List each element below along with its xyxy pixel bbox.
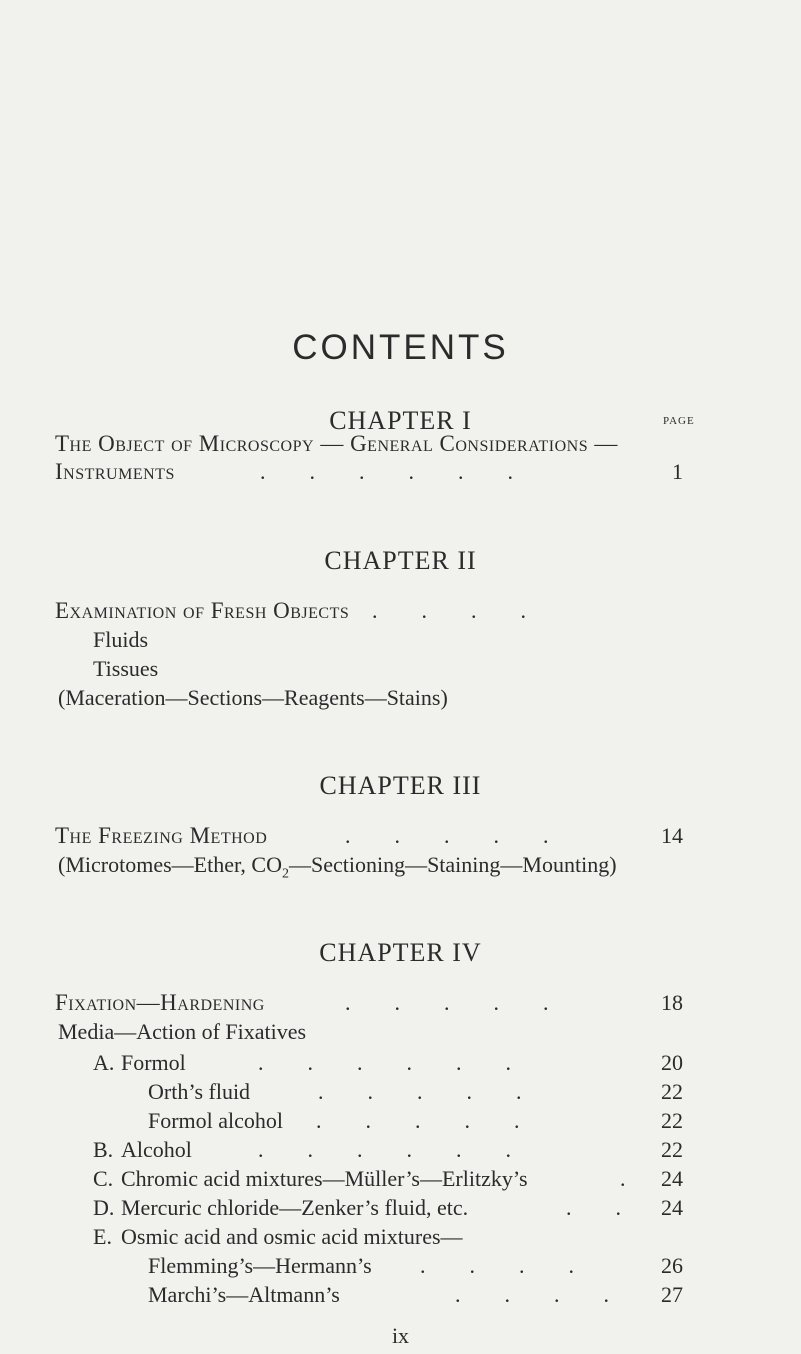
chapter-4-entry-1-page: 18	[661, 990, 683, 1015]
leader-dots: . . . . . .	[258, 1050, 511, 1075]
leader-dots: . . . . . .	[260, 459, 513, 484]
chapter-3-entry-1: The Freezing Method	[55, 823, 268, 848]
leader-dots: .	[620, 1166, 626, 1191]
leader-dots: . . . . . .	[258, 1137, 511, 1162]
chapter-4-entry-3: Formol	[121, 1050, 186, 1075]
chapter-1-entry-2: Instruments	[55, 459, 175, 484]
chapter-2-entry-2: Fluids	[93, 627, 149, 652]
leader-dots: . . . . .	[345, 823, 549, 848]
chapter-1-heading: CHAPTER I	[329, 406, 472, 435]
chapter-1-entry-1: The Object of Microscopy — General Considerations —	[55, 431, 618, 456]
entry-label-a: A.	[93, 1050, 115, 1075]
chapter-4-entry-7-page: 24	[661, 1166, 683, 1191]
leader-dots: . . . .	[420, 1253, 574, 1278]
chapter-4-entry-11: Marchi’s—Altmann’s	[148, 1282, 340, 1307]
chapter-2-entry-4: (Maceration—Sections—Reagents—Stains)	[58, 685, 448, 710]
page-number: ix	[391, 1323, 410, 1348]
page-column-label: PAGE	[663, 415, 695, 427]
chapter-4-entry-10: Flemming’s—Hermann’s	[148, 1253, 372, 1278]
leader-dots: . . . . .	[318, 1079, 522, 1104]
chapter-4-entry-8: Mercuric chloride—Zenker’s fluid, etc.	[121, 1195, 469, 1220]
chapter-4-entry-2: Media—Action of Fixatives	[58, 1019, 307, 1044]
chapter-3-entry-1-page: 14	[661, 823, 683, 848]
chapter-4-entry-3-page: 20	[661, 1050, 683, 1075]
leader-dots: . . . . .	[345, 990, 549, 1015]
chapter-4-entry-8-page: 24	[661, 1195, 683, 1220]
chapter-2-entry-3: Tissues	[93, 656, 159, 681]
entry-label-c: C.	[93, 1166, 114, 1191]
chapter-4-entry-1: Fixation—Hardening	[55, 990, 265, 1015]
chapter-3-entry-2: (Microtomes—Ether, $CO_2—Sectioning—Staining—Mounting$)	[58, 852, 617, 882]
chapter-3-heading: CHAPTER III	[319, 771, 482, 800]
chapter-4-entry-4: Orth’s fluid	[148, 1079, 251, 1104]
chapter-4-entry-4-page: 22	[661, 1079, 683, 1104]
entry-label-d: D.	[93, 1195, 115, 1220]
chapter-4-entry-11-page: 27	[661, 1282, 683, 1307]
chapter-4-entry-5-page: 22	[661, 1108, 683, 1133]
chapter-4-entry-9: Osmic acid and osmic acid mixtures—	[121, 1224, 463, 1249]
chapter-4-entry-6-page: 22	[661, 1137, 683, 1162]
leader-dots: . . . .	[455, 1282, 609, 1307]
chapter-4-entry-7: Chromic acid mixtures—Müller’s—Erlitzky’s	[121, 1166, 528, 1191]
chapter-1-entry-2-page: 1	[672, 459, 683, 484]
leader-dots: . . . . .	[316, 1108, 520, 1133]
page-title: CONTENTS	[292, 328, 509, 367]
leader-dots: . . . .	[372, 598, 526, 623]
chapter-4-entry-6: Alcohol	[121, 1137, 192, 1162]
chapter-4-entry-5: Formol alcohol	[148, 1108, 284, 1133]
chapter-4-entry-10-page: 26	[661, 1253, 683, 1278]
chapter-4-heading: CHAPTER IV	[319, 938, 482, 967]
entry-label-e: E.	[93, 1224, 112, 1249]
chapter-2-entry-1: Examination of Fresh Objects	[55, 598, 350, 623]
chapter-2-heading: CHAPTER II	[324, 546, 477, 575]
entry-label-b: B.	[93, 1137, 114, 1162]
leader-dots: . .	[566, 1195, 621, 1220]
